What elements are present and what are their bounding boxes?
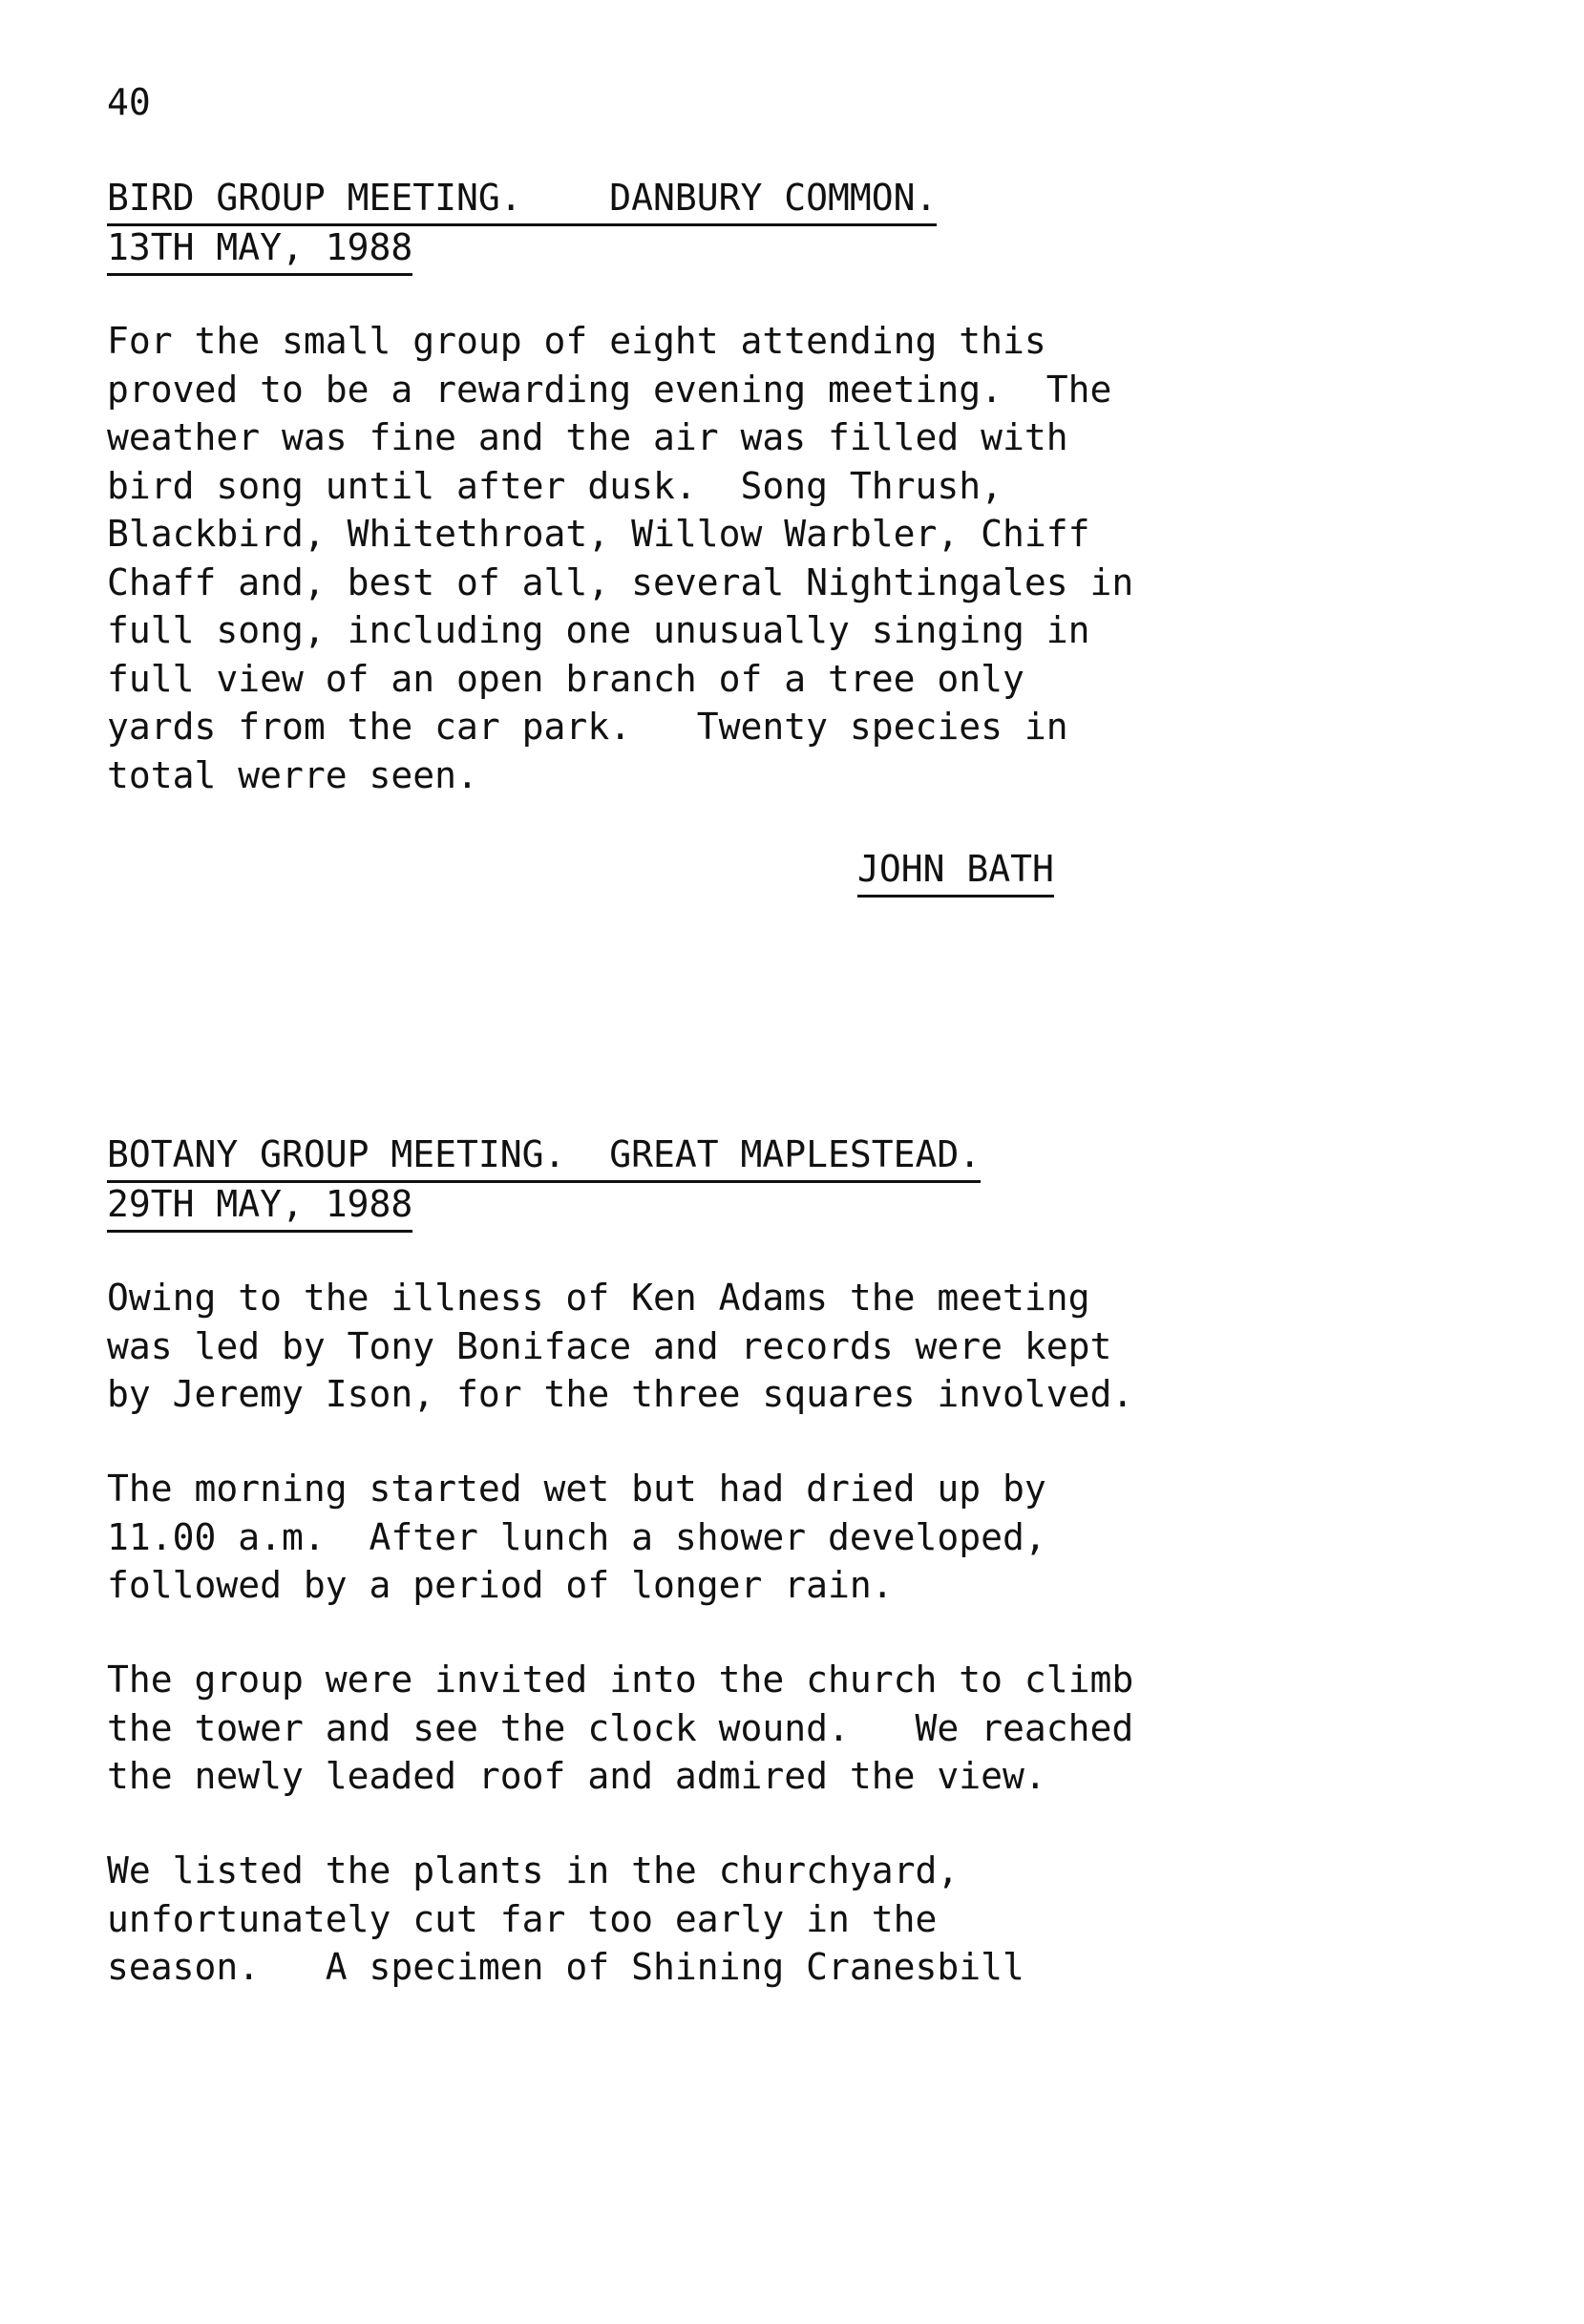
botany-section-paragraph-4: We listed the plants in the churchyard, unfortunately cut far too early in the season. A specimen of Shining Cranesbill [107, 1849, 1024, 1988]
botany-section-date: 29TH MAY, 1988 [107, 1180, 412, 1233]
botany-section-paragraph-2: The morning started wet but had dried up by 11.00 a.m. After lunch a shower developed, followed by a period of longer rain. [107, 1468, 1046, 1606]
botany-section-paragraph-3: The group were invited into the church to climb the tower and see the clock wound. We reached the newly leaded roof and admired the view. [107, 1658, 1134, 1797]
bird-section-heading-line1 [107, 174, 937, 226]
bird-section-paragraph: For the small group of eight attending this proved to be a rewarding evening meeting. The weather was fine and the air was filled with bird song until after dusk. Song Thrush, Blackbird, Whitethroat, Willow Warbler, Chiff Chaff and, best of all, several Nightingales in full song, including one unusually singing in full view of an open branch of a tree only yards from the car park. Twenty species in total werre seen. [107, 320, 1134, 796]
botany-section-heading-line1 [107, 1130, 981, 1183]
botany-section-heading-line2 [107, 1180, 412, 1233]
bird-section-title: BIRD GROUP MEETING. [107, 177, 522, 219]
botany-section-location: GREAT MAPLESTEAD. [609, 1133, 982, 1175]
bird-section-signature: JOHN BATH [857, 845, 1054, 898]
page-number: 40 [107, 81, 151, 123]
botany-section-paragraph-1: Owing to the illness of Ken Adams the meeting was led by Tony Boniface and records were kept by Jeremy Ison, for the three squares involved. [107, 1277, 1134, 1415]
bird-section-date: 13TH MAY, 1988 [107, 223, 412, 276]
botany-section-title: BOTANY GROUP MEETING. [107, 1133, 566, 1175]
bird-section-location: DANBURY COMMON. [609, 177, 938, 219]
bird-section-heading-line2 [107, 223, 412, 276]
